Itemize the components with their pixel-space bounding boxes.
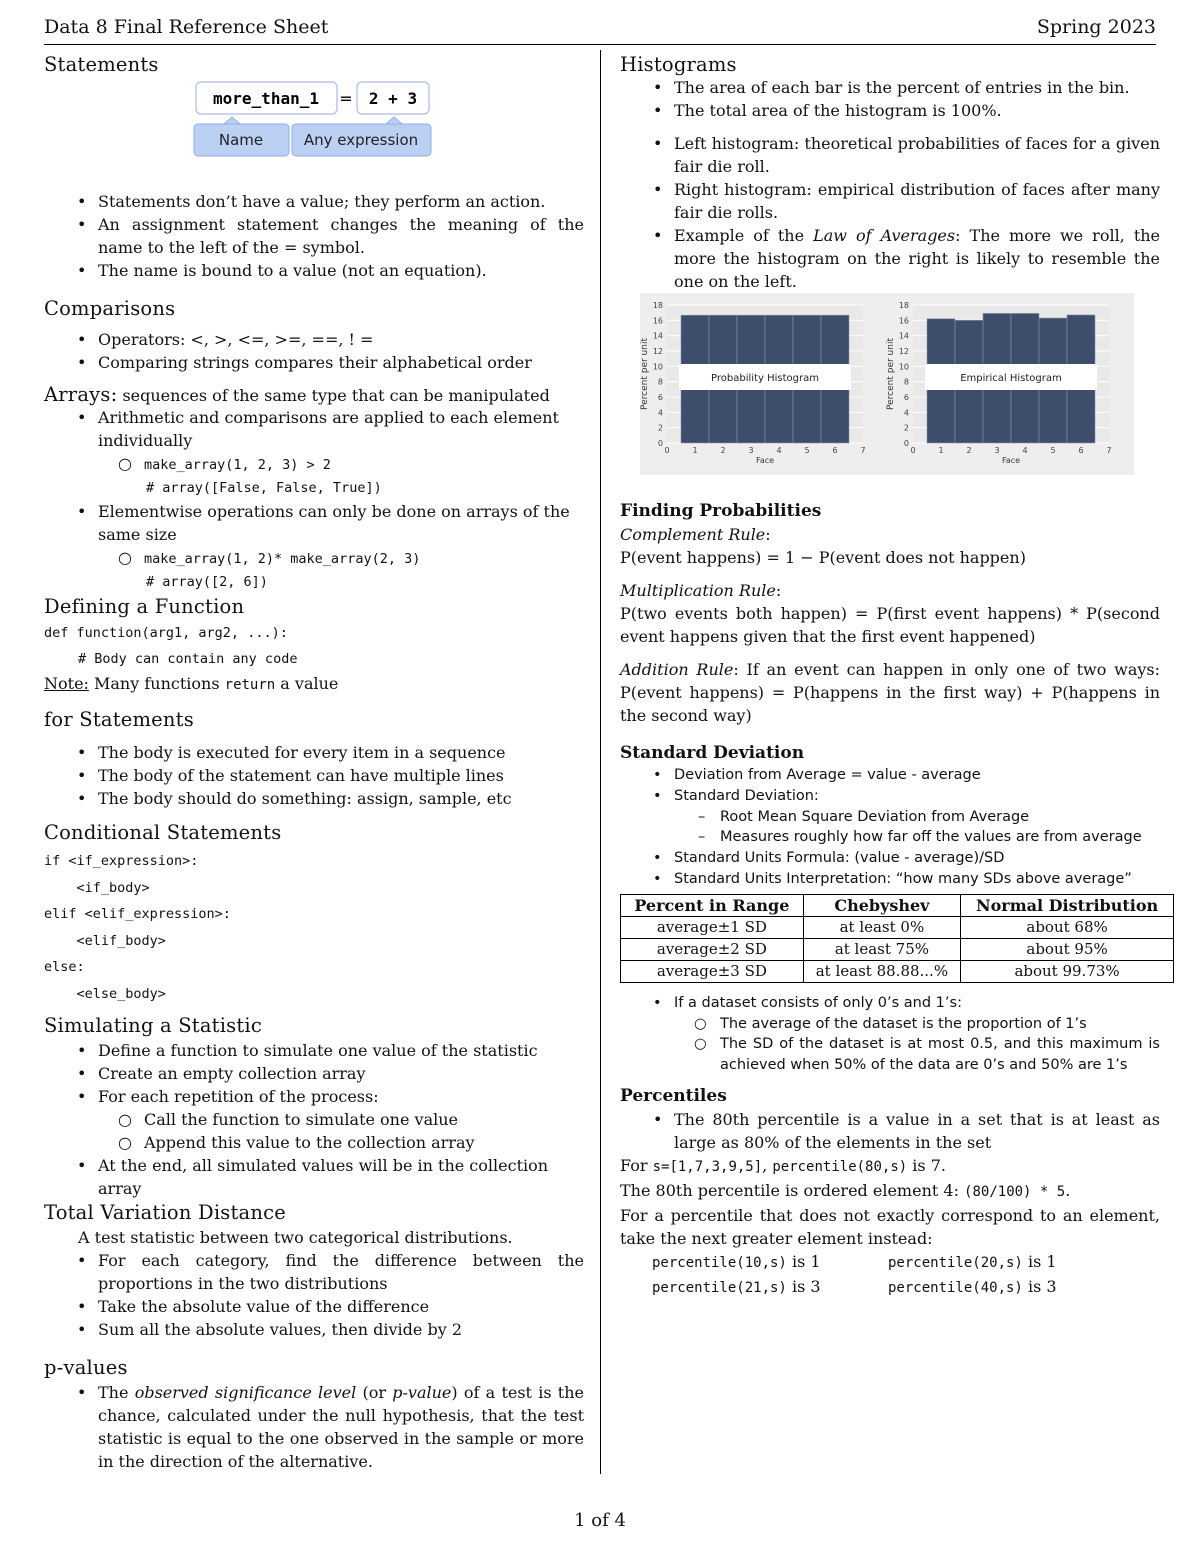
list-item: • The total area of the histogram is 100%. (674, 99, 1160, 122)
right-column (620, 52, 1160, 1300)
note-text: Many functions (88, 674, 225, 693)
simulating-heading: Simulating a Statistic (44, 1014, 262, 1037)
list-item (98, 1381, 584, 1473)
x-tick-label: 0 (664, 446, 670, 455)
list-item: • Standard Units Interpretation: “how many SDs above average” (674, 869, 1160, 890)
list-item (674, 993, 1160, 1076)
y-axis-label: Percent per unit (640, 338, 650, 410)
y-tick-label: 14 (898, 331, 909, 341)
text-run: . (1065, 1180, 1071, 1200)
y-tick-label: 10 (898, 362, 909, 372)
y-tick-label: 8 (903, 377, 909, 387)
text-run: is 1 (786, 1251, 821, 1271)
comparisons-list (44, 328, 584, 374)
x-tick-label: 1 (692, 446, 698, 455)
binary-dataset-section (620, 993, 1160, 1076)
x-tick-label: 1 (938, 446, 944, 455)
code-run: percentile(40,s) (888, 1279, 1023, 1296)
table-cell: at least 75% (803, 938, 960, 960)
complement-rule-label: Complement Rule: (620, 525, 771, 544)
for-heading-text: Statements (72, 708, 194, 731)
statements-heading: Statements (44, 53, 159, 76)
code-line: if <if_expression>: (44, 853, 199, 869)
text-run: (or (356, 1383, 393, 1402)
list-item: • The area of each bar is the percent of entries in the bin. (674, 76, 1160, 99)
probabilities-heading: Finding Probabilities (620, 501, 822, 521)
list-item: • An assignment statement changes the meaning of the name to the left of the = symbol. (98, 213, 584, 259)
table-cell: at least 0% (803, 916, 960, 938)
diagram-expr-code: 2 + 3 (368, 89, 418, 108)
x-tick-label: 7 (860, 446, 866, 455)
code-run: percentile(80,s) (772, 1158, 908, 1175)
code-line: def function(arg1, arg2, ...): (44, 625, 288, 641)
list-item: • Take the absolute value of the difference (98, 1295, 584, 1318)
statements-list (44, 190, 584, 282)
x-tick-label: 7 (1106, 446, 1112, 455)
list-item-text: Arithmetic and comparisons are applied to each element individually (98, 408, 559, 450)
list-item: ○ Call the function to simulate one value (144, 1108, 584, 1131)
rule-text: : If an event can happen in only one of two ways: P(event happens) = P(happens in the first way) + P(happens in the second way) (620, 660, 1160, 725)
list-item: • The body of the statement can have multiple lines (98, 764, 584, 787)
column-header: Normal Distribution (961, 894, 1174, 916)
for-heading (44, 707, 584, 733)
sd-list (620, 765, 1160, 890)
x-tick-label: 2 (966, 446, 972, 455)
text-run: The 80th percentile is ordered element 4: (620, 1180, 965, 1200)
y-tick-label: 14 (652, 331, 663, 341)
code-line: else: (44, 959, 85, 975)
list-item (98, 406, 584, 500)
page-number: 1 of 4 (574, 1510, 626, 1531)
assignment-diagram (44, 74, 584, 192)
list-item (674, 786, 1160, 848)
y-axis-label: Percent per unit (886, 338, 896, 410)
function-heading: Defining a Function (44, 595, 245, 618)
conditional-code (44, 848, 584, 1007)
for-list (44, 741, 584, 810)
diagram-name-label: Name (218, 131, 264, 149)
x-tick-label: 5 (1050, 446, 1056, 455)
list-item: • Left histogram: theoretical probabilities of faces for a given fair die roll. (674, 132, 1160, 178)
list-item: • The body is executed for every item in a sequence (98, 741, 584, 764)
x-tick-label: 5 (804, 446, 810, 455)
y-tick-label: 12 (898, 347, 909, 356)
percentile-note: For a percentile that does not exactly correspond to an element, take the next greater element instead: (620, 1205, 1160, 1248)
text-run: The (98, 1383, 135, 1402)
list-item (144, 452, 584, 477)
example-row (652, 1275, 1160, 1300)
left-column (44, 52, 584, 1473)
y-tick-label: 12 (652, 347, 663, 356)
table-header-row (621, 894, 1174, 916)
list-item (674, 224, 1160, 293)
list-item: • Operators: <, >, <=, >=, ==, ! = (98, 328, 584, 351)
y-tick-label: 8 (657, 377, 663, 387)
table-row (621, 960, 1174, 982)
tvd-heading: Total Variation Distance (44, 1201, 286, 1224)
table-cell: about 95% (961, 938, 1174, 960)
text-run: , (762, 1155, 773, 1175)
y-tick-label: 0 (657, 439, 663, 448)
table-row (621, 938, 1174, 960)
pvalues-heading: p-values (44, 1356, 128, 1379)
y-tick-label: 18 (652, 301, 663, 310)
list-item: ○ The SD of the dataset is at most 0.5, and this maximum is achieved when 50% of the data are 0’s and 50% are 1’s (720, 1034, 1160, 1076)
x-tick-label: 0 (910, 446, 916, 455)
table-cell: about 99.73% (961, 960, 1174, 982)
code-line: elif <elif_expression>: (44, 906, 231, 922)
rule-name: Complement Rule (620, 525, 766, 544)
note-code: return (224, 677, 276, 693)
table-cell: about 68% (961, 916, 1174, 938)
arrays-sublist (98, 546, 584, 571)
text-run: is 7. (907, 1155, 946, 1175)
function-note (44, 672, 584, 697)
code-line: # array([False, False, True]) (146, 480, 382, 496)
histograms-heading: Histograms (620, 53, 737, 76)
list-item: • The body should do something: assign, sample, etc (98, 787, 584, 810)
y-tick-label: 2 (903, 423, 909, 433)
arrays-heading: Arrays: (44, 383, 118, 406)
column-divider (600, 50, 601, 1474)
column-header: Percent in Range (621, 894, 804, 916)
sheet-term: Spring 2023 (1036, 16, 1156, 38)
list-item: • Statements don’t have a value; they perform an action. (98, 190, 584, 213)
chart-title: Empirical Histogram (960, 373, 1062, 384)
binary-sublist (674, 1014, 1160, 1076)
x-tick-label: 3 (994, 446, 1000, 455)
list-item-text: Elementwise operations can only be done on arrays of the same size (98, 502, 570, 544)
list-item-text: Standard Deviation: (674, 787, 819, 804)
conditional-heading: Conditional Statements (44, 821, 282, 844)
code-line: # Body can contain any code (78, 651, 298, 667)
y-tick-label: 16 (898, 316, 909, 326)
tvd-list (44, 1249, 584, 1341)
code-line: <elif_body> (44, 932, 166, 949)
comparisons-heading: Comparisons (44, 297, 176, 320)
percentiles-heading: Percentiles (620, 1085, 727, 1106)
percentile-examples (620, 1250, 1160, 1300)
text-run: is 1 (1022, 1251, 1057, 1271)
list-item: • Create an empty collection array (98, 1062, 584, 1085)
rule-name: Addition Rule (620, 660, 734, 679)
x-tick-label: 6 (1078, 446, 1084, 455)
list-item (98, 500, 584, 594)
code-line: make_array(1, 2)* make_array(2, 3) (144, 551, 421, 567)
y-tick-label: 6 (903, 393, 909, 402)
y-tick-label: 4 (657, 408, 663, 418)
code-line: <else_body> (44, 985, 166, 1002)
chart-title: Probability Histogram (711, 373, 819, 384)
list-item: • At the end, all simulated values will be in the collection array (98, 1154, 584, 1200)
pvalues-list (44, 1381, 584, 1473)
code-line: <if_body> (44, 879, 150, 896)
table-cell: at least 88.88...% (803, 960, 960, 982)
list-item: • The name is bound to a value (not an equation). (98, 259, 584, 282)
sd-heading: Standard Deviation (620, 743, 805, 763)
table-cell: average±3 SD (621, 960, 804, 982)
table-cell: average±2 SD (621, 938, 804, 960)
page-header (44, 16, 1156, 45)
complement-rule-text: P(event happens) = 1 − P(event does not happen) (620, 548, 1026, 567)
table-row (621, 916, 1174, 938)
mult-rule-label: Multiplication Rule: (620, 581, 782, 600)
y-tick-label: 2 (657, 423, 663, 433)
code-line: make_array(1, 2, 3) > 2 (144, 457, 331, 473)
list-item-text: If a dataset consists of only 0’s and 1’s: (674, 994, 962, 1011)
code-run: s=[1,7,3,9,5] (652, 1158, 763, 1175)
y-tick-label: 6 (657, 393, 663, 402)
table-cell: average±1 SD (621, 916, 804, 938)
note-text-end: a value (275, 674, 339, 693)
list-item: • Deviation from Average = value - average (674, 765, 1160, 786)
histograms-list-2 (620, 132, 1160, 293)
for-keyword: for (44, 708, 73, 731)
list-item: • Define a function to simulate one value of the statistic (98, 1039, 584, 1062)
sd-table (620, 894, 1174, 983)
list-item: ○ The average of the dataset is the proportion of 1’s (720, 1014, 1160, 1035)
y-tick-label: 0 (903, 439, 909, 448)
histograms-list (620, 76, 1160, 122)
list-item: • Sum all the absolute values, then divide by 2 (98, 1318, 584, 1341)
text-run: observed significance level (134, 1383, 357, 1402)
x-tick-label: 3 (748, 446, 754, 455)
list-item: – Root Mean Square Deviation from Average (720, 807, 1160, 828)
x-tick-label: 2 (720, 446, 726, 455)
example-row (652, 1250, 1160, 1275)
text-run: : The more we roll, the more the histogram on the right is likely to resemble the one on the left. (674, 226, 1161, 291)
sheet-title: Data 8 Final Reference Sheet (44, 16, 329, 38)
text-run: p-value (392, 1383, 452, 1402)
histograms-figure (620, 291, 1160, 477)
y-tick-label: 18 (898, 301, 909, 310)
text-run: For (620, 1155, 653, 1175)
percentile-example-1 (620, 1154, 1160, 1179)
mult-rule-text: P(two events both happen) = P(first event happens) * P(second event happens given that the first event happened) (620, 604, 1160, 646)
sd-sublist (674, 807, 1160, 849)
binary-list (620, 993, 1160, 1076)
percentile-example-2 (620, 1179, 1160, 1204)
list-item: • The 80th percentile is a value in a set that is at least as large as 80% of the elements in the set (674, 1108, 1160, 1154)
simulating-list (44, 1039, 584, 1200)
arrays-heading-row (44, 382, 584, 408)
text-run: is 3 (1022, 1276, 1057, 1296)
list-item (144, 546, 584, 571)
text-run: is 3 (786, 1276, 821, 1296)
code-run: percentile(20,s) (888, 1254, 1023, 1271)
x-axis-label: Face (1001, 456, 1021, 465)
list-item: • Comparing strings compares their alphabetical order (98, 351, 584, 374)
code-run: percentile(21,s) (652, 1279, 787, 1296)
text-run: Example of the (674, 226, 814, 245)
code-run: (80/100) * 5 (964, 1183, 1066, 1200)
arrays-sublist (98, 452, 584, 477)
list-item: ○ Append this value to the collection array (144, 1131, 584, 1154)
diagram-equals: = (339, 89, 353, 108)
list-item: – Measures roughly how far off the values are from average (720, 827, 1160, 848)
y-tick-label: 16 (652, 316, 663, 326)
y-tick-label: 4 (903, 408, 909, 418)
text-run: ) of a test is the chance, calculated under the null hypothesis, that the test statistic is equal to the one observed in the sample or more in the direction of the alternative. (98, 1383, 584, 1471)
note-label: Note: (44, 674, 89, 693)
rule-name: Multiplication Rule (620, 581, 776, 600)
sd-section (620, 765, 1160, 890)
x-tick-label: 6 (832, 446, 838, 455)
arrays-subtitle: sequences of the same type that can be manipulated (122, 386, 550, 405)
percentiles-list (620, 1108, 1160, 1154)
column-header: Chebyshev (803, 894, 960, 916)
list-item: • Standard Units Formula: (value - average)/SD (674, 848, 1160, 869)
code-run: percentile(10,s) (652, 1254, 787, 1271)
text-run: Law of Averages (813, 226, 956, 245)
diagram-name-code: more_than_1 (213, 89, 319, 108)
simulating-sublist (98, 1108, 584, 1154)
diagram-expr-label: Any expression (303, 131, 419, 149)
list-item: • Right histogram: empirical distribution of faces after many fair die rolls. (674, 178, 1160, 224)
x-axis-label: Face (755, 456, 775, 465)
list-item (98, 1085, 584, 1154)
arrays-list (44, 406, 584, 594)
list-item-text: For each repetition of the process: (98, 1087, 379, 1106)
list-item: • For each category, find the difference between the proportions in the two distributions (98, 1249, 584, 1295)
tvd-intro: A test statistic between two categorical distributions. (78, 1228, 513, 1247)
add-rule (620, 658, 1160, 727)
y-tick-label: 10 (652, 362, 663, 372)
x-tick-label: 4 (1022, 446, 1028, 455)
code-line: # array([2, 6]) (146, 574, 268, 590)
x-tick-label: 4 (776, 446, 782, 455)
